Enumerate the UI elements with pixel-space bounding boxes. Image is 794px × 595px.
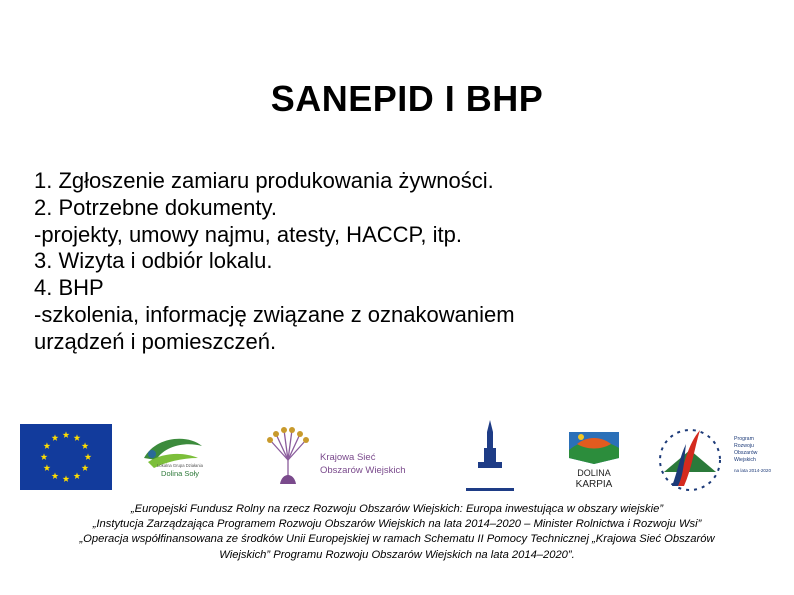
body-line: 2. Potrzebne dokumenty. bbox=[34, 194, 277, 220]
footer-line: „Europejski Fundusz Rolny na rzecz Rozwoju Obszarów Wiejskich: Europa inwestująca w obszary wiejskie” bbox=[130, 503, 664, 515]
dolina-karpia-line2: KARPIA bbox=[575, 479, 613, 490]
body-line: -projekty, umowy najmu, atesty, HACCP, itp. bbox=[34, 221, 462, 247]
slide-body bbox=[34, 168, 774, 356]
dolina-karpia-line1: DOLINA bbox=[577, 468, 611, 478]
prow-line4: Wiejskich bbox=[734, 457, 756, 463]
prow-logo bbox=[654, 420, 778, 494]
slide-title: SANEPID I BHP bbox=[270, 78, 544, 119]
funding-footer bbox=[0, 502, 794, 563]
prow-line2: Rozwoju bbox=[734, 443, 754, 449]
dolina-sola-logo bbox=[136, 432, 226, 482]
wadoviana-logo bbox=[460, 418, 520, 496]
body-line: 1. Zgłoszenie zamiaru produkowania żywności. bbox=[34, 168, 494, 193]
body-line: -szkolenia, informację związane z oznakowaniem bbox=[34, 301, 515, 327]
prow-line3: Obszarów bbox=[734, 450, 758, 456]
dolina-karpia-logo bbox=[563, 424, 625, 490]
body-line: 4. BHP bbox=[34, 275, 104, 301]
prow-line5: na lata 2014-2020 bbox=[734, 468, 772, 473]
ksow-logo bbox=[262, 424, 442, 490]
dolina-sola-name: Dolina Soły bbox=[161, 469, 199, 478]
ksow-line2: Obszarów Wiejskich bbox=[320, 465, 406, 476]
logo-strip bbox=[0, 418, 794, 498]
footer-line: „Instytucja Zarządzająca Programem Rozwoju Obszarów Wiejskich na lata 2014–2020 – Minister Rolnictwa i Rozwoju Wsi” bbox=[92, 518, 702, 531]
footer-line: Wiejskich” Programu Rozwoju Obszarów Wiejskich na lata 2014–2020”. bbox=[219, 548, 575, 561]
footer-line: „Operacja współfinansowana ze środków Unii Europejskiej w ramach Schematu II Pomocy Technicznej „Krajowa Sieć Obszarów bbox=[79, 533, 715, 546]
dolina-sola-small: Lokalna Grupa Działania bbox=[157, 463, 203, 468]
body-line: 3. Wizyta i odbiór lokalu. bbox=[34, 248, 273, 274]
ksow-line1: Krajowa Sieć bbox=[320, 452, 376, 463]
prow-line1: Program bbox=[734, 436, 754, 442]
eu-flag-logo bbox=[20, 424, 112, 490]
body-line: urządzeń i pomieszczeń. bbox=[34, 328, 277, 354]
